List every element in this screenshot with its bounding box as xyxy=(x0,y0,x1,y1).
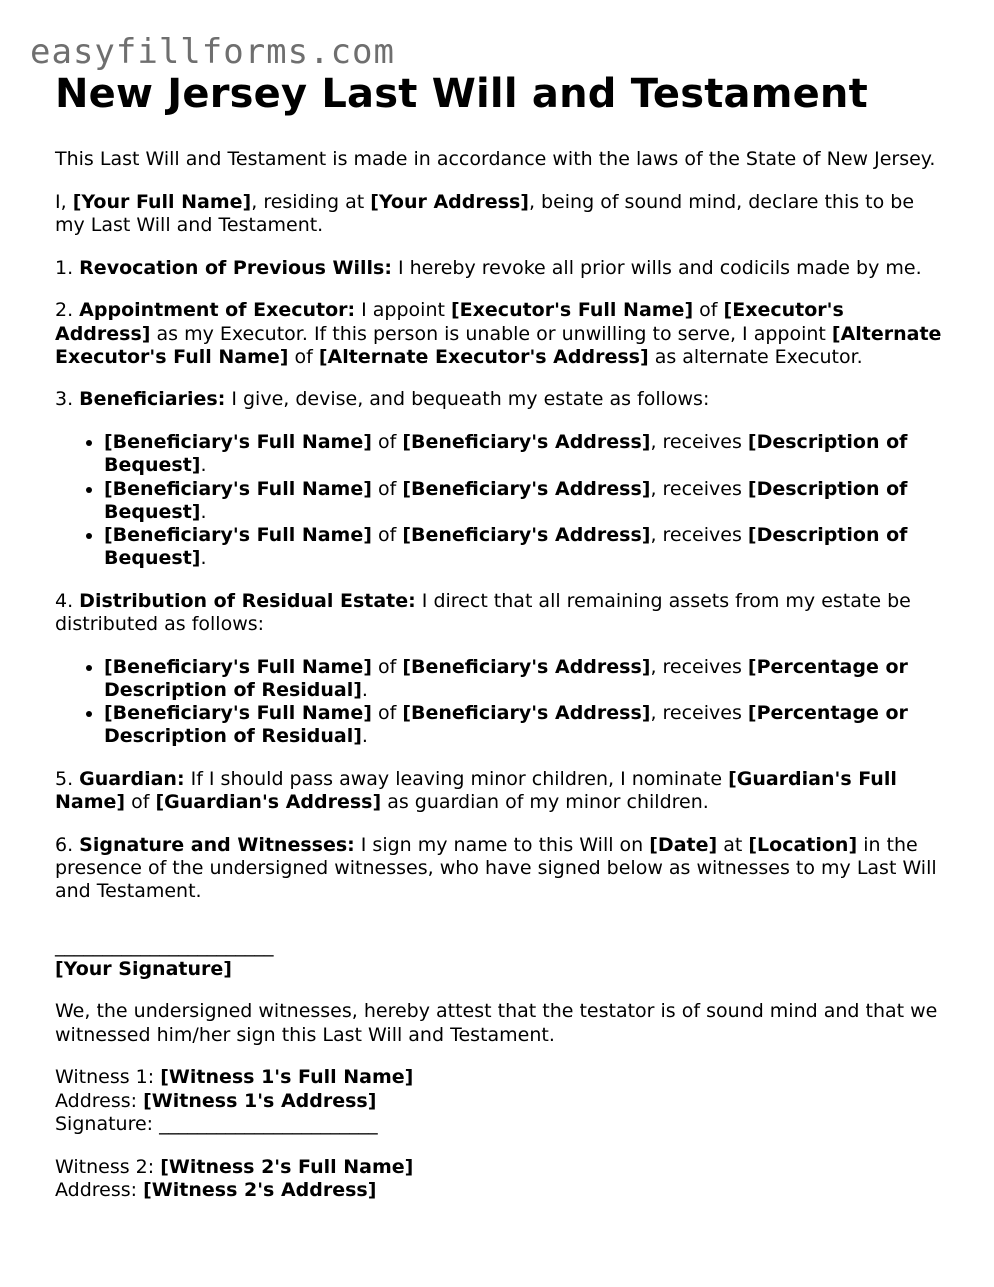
witness-name-field: [Witness 2's Full Name] xyxy=(160,1155,414,1178)
section-number: 2. xyxy=(55,299,80,322)
witness-signature-line xyxy=(55,1113,945,1136)
list-item xyxy=(104,702,945,748)
field-label: Witness 2: xyxy=(55,1155,161,1178)
section-guardian xyxy=(55,768,945,814)
witness-1-block xyxy=(55,1066,945,1136)
text-run: I, xyxy=(55,190,73,213)
field-label: Address: xyxy=(55,1178,144,1201)
beneficiary-name-field: [Beneficiary's Full Name] xyxy=(104,523,372,546)
executor-name-field: [Executor's Full Name] xyxy=(451,299,694,322)
section-signature-witnesses xyxy=(55,834,945,904)
text-run: , being of sound mind, declare this to be my Last Will and Testament. xyxy=(55,190,915,236)
document-title: New Jersey Last Will and Testament xyxy=(55,71,868,117)
list-item xyxy=(104,431,945,477)
text-run: . xyxy=(361,725,368,748)
section-heading: Guardian: xyxy=(79,768,185,791)
section-number: 5. xyxy=(55,768,80,791)
text-run: as alternate Executor. xyxy=(648,345,863,368)
text-run: . xyxy=(200,547,207,570)
section-number: 4. xyxy=(55,589,80,612)
beneficiaries-list xyxy=(55,431,945,570)
location-field: [Location] xyxy=(748,833,858,856)
field-label: Witness 1: xyxy=(55,1066,161,1089)
signature-line: _______________________ xyxy=(55,934,274,957)
section-number: 1. xyxy=(55,256,80,279)
witness-address-line xyxy=(55,1090,945,1113)
date-field: [Date] xyxy=(649,833,718,856)
section-residual-estate xyxy=(55,590,945,636)
alternate-executor-name-field: [Alternate Executor's Full Name] xyxy=(55,322,942,368)
document-body xyxy=(55,70,945,1202)
section-text: I give, devise, and bequeath my estate as follows: xyxy=(225,388,710,411)
text-run: . xyxy=(200,454,207,477)
beneficiary-address-field: [Beneficiary's Address] xyxy=(402,655,651,678)
text-run: of xyxy=(693,299,724,322)
beneficiary-address-field: [Beneficiary's Address] xyxy=(402,702,651,725)
text-run: of xyxy=(371,702,403,725)
beneficiary-name-field: [Beneficiary's Full Name] xyxy=(104,655,372,678)
witness-2-block xyxy=(55,1156,945,1202)
text-run: . xyxy=(361,678,368,701)
residual-list xyxy=(55,656,945,749)
section-number: 6. xyxy=(55,833,80,856)
beneficiary-name-field: [Beneficiary's Full Name] xyxy=(104,477,372,500)
text-run: at xyxy=(717,833,749,856)
section-text: I direct that all remaining assets from my estate be distributed as follows: xyxy=(55,589,911,636)
text-run: I appoint xyxy=(355,299,451,322)
section-executor xyxy=(55,299,945,369)
text-run: as my Executor. If this person is unable or unwilling to serve, I appoint xyxy=(150,322,832,345)
section-heading: Revocation of Previous Wills: xyxy=(79,256,392,279)
residual-description-field: [Percentage or Description of Residual] xyxy=(104,702,908,748)
beneficiary-address-field: [Beneficiary's Address] xyxy=(402,477,651,500)
beneficiary-address-field: [Beneficiary's Address] xyxy=(402,431,651,454)
declaration-paragraph xyxy=(55,191,945,237)
section-heading: Beneficiaries: xyxy=(79,388,226,411)
section-number: 3. xyxy=(55,388,80,411)
text-run: of xyxy=(125,791,156,814)
text-run: as guardian of my minor children. xyxy=(381,791,709,814)
spacer xyxy=(55,1136,945,1156)
text-run: I sign my name to this Will on xyxy=(354,833,650,856)
text-run: , receives xyxy=(650,702,748,725)
testator-signature-block xyxy=(55,935,945,981)
witness-name-line xyxy=(55,1156,945,1179)
section-heading: Signature and Witnesses: xyxy=(79,833,355,856)
residual-description-field: [Percentage or Description of Residual] xyxy=(104,655,908,701)
signature-line: _______________________ xyxy=(159,1112,378,1135)
list-item xyxy=(104,478,945,524)
section-text: I hereby revoke all prior wills and codicils made by me. xyxy=(391,256,922,279)
bequest-description-field: [Description of Bequest] xyxy=(104,431,908,477)
beneficiary-name-field: [Beneficiary's Full Name] xyxy=(104,431,372,454)
text-run: , receives xyxy=(650,477,748,500)
field-label: Address: xyxy=(55,1089,144,1112)
witness-address-line xyxy=(55,1179,945,1202)
witness-name-line xyxy=(55,1066,945,1089)
guardian-address-field: [Guardian's Address] xyxy=(155,791,382,814)
intro-paragraph: This Last Will and Testament is made in accordance with the laws of the State of New Jersey. xyxy=(55,148,936,170)
section-heading: Distribution of Residual Estate: xyxy=(79,589,416,612)
beneficiary-address-field: [Beneficiary's Address] xyxy=(402,523,651,546)
witness-address-field: [Witness 1's Address] xyxy=(143,1089,377,1112)
guardian-name-field: [Guardian's Full Name] xyxy=(55,768,897,814)
executor-address-field: [Executor's Address] xyxy=(55,299,844,345)
text-run: , residing at xyxy=(251,190,371,213)
alternate-executor-address-field: [Alternate Executor's Address] xyxy=(318,345,649,368)
beneficiary-name-field: [Beneficiary's Full Name] xyxy=(104,702,372,725)
text-run: in the presence of the undersigned witnesses, who have signed below as witnesses to my Last Will and Testament. xyxy=(55,833,937,903)
watermark-text: easyfillforms.com xyxy=(30,32,395,72)
text-run: If I should pass away leaving minor children, I nominate xyxy=(184,768,729,791)
text-run: , receives xyxy=(650,655,748,678)
testator-address-field: [Your Address] xyxy=(370,190,529,213)
section-beneficiaries xyxy=(55,388,945,411)
text-run: of xyxy=(371,655,403,678)
bequest-description-field: [Description of Bequest] xyxy=(104,477,908,523)
text-run: . xyxy=(200,500,207,523)
section-revocation xyxy=(55,257,945,280)
witness-name-field: [Witness 1's Full Name] xyxy=(160,1066,414,1089)
text-run: of xyxy=(371,477,403,500)
section-heading: Appointment of Executor: xyxy=(79,299,356,322)
witness-address-field: [Witness 2's Address] xyxy=(143,1178,377,1201)
text-run: of xyxy=(371,431,403,454)
text-run: of xyxy=(288,345,319,368)
testator-name-field: [Your Full Name] xyxy=(72,190,252,213)
text-run: , receives xyxy=(650,431,748,454)
text-run: , receives xyxy=(650,523,748,546)
signature-label: [Your Signature] xyxy=(55,957,232,980)
list-item xyxy=(104,524,945,570)
bequest-description-field: [Description of Bequest] xyxy=(104,523,908,570)
field-label: Signature: xyxy=(55,1112,160,1135)
text-run: of xyxy=(371,523,403,546)
list-item xyxy=(104,656,945,702)
attestation-paragraph: We, the undersigned witnesses, hereby attest that the testator is of sound mind and that we witnessed him/her sign this Last Will and Testament. xyxy=(55,1000,938,1046)
